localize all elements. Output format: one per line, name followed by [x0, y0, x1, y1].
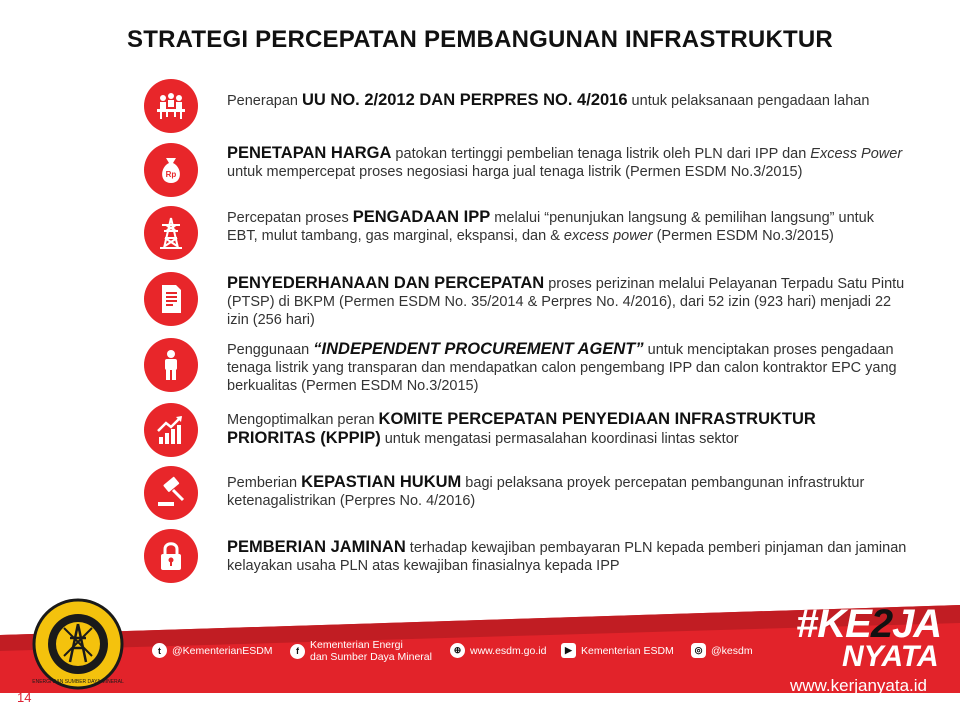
- currency-label: Rp: [165, 170, 177, 179]
- text-plain: untuk mengatasi permasalahan koordinasi lintas sektor: [380, 431, 739, 447]
- text-plain: Penggunaan: [227, 342, 314, 358]
- text-plain: proses perizinan melalui Pelayanan Terpadu Satu Pintu (PTSP) di BKPM (Permen ESDM No. 35/2014 & Perpres No. 4/2016), dari 52 izin (923 hari) menjadi 22 izin (256 hari): [227, 276, 905, 328]
- text-plain: melalui “penunjukan langsung & pemilihan langsung” untuk EBT, mulut tambang, gas marginal, ekspansi, dan &: [227, 210, 874, 244]
- text-plain: (Permen ESDM No.3/2015): [652, 228, 834, 244]
- text-italic: excess power: [563, 228, 653, 244]
- text-highlight: KEPASTIAN HUKUM: [301, 473, 462, 491]
- text-plain: patokan tertinggi pembelian tenaga listrik oleh PLN dari IPP dan: [391, 146, 811, 162]
- youtube-icon: ▶: [561, 643, 576, 658]
- text-plain: Mengoptimalkan peran: [227, 412, 379, 428]
- text-plain: Percepatan proses: [227, 210, 353, 226]
- logo-text: ENERGI DAN SUMBER DAYA MINERAL: [32, 679, 124, 685]
- strategy-text: [227, 410, 907, 448]
- instagram-link[interactable]: [691, 643, 753, 658]
- text-highlight: “INDEPENDENT PROCUREMENT AGENT”: [313, 340, 644, 358]
- meeting-icon: [144, 79, 198, 133]
- text-highlight: PENETAPAN HARGA: [227, 144, 392, 162]
- page-number: 14: [17, 690, 32, 705]
- campaign-url[interactable]: www.kerjanyata.id: [790, 676, 928, 695]
- text-highlight: KOMITE PERCEPATAN PENYEDIAAN INFRASTRUKTUR PRIORITAS (KPPIP): [227, 410, 816, 447]
- kerja-nyata-logo: [796, 602, 942, 673]
- globe-icon: ⊕: [450, 643, 465, 658]
- twitter-handle: @KementerianESDM: [172, 644, 273, 657]
- facebook-icon: f: [290, 644, 305, 659]
- money-bag-icon: [144, 143, 198, 197]
- text-plain: untuk menciptakan proses pengadaan tenaga listrik yang transparan dan mendapatkan calon pengembang IPP dan calon kontraktor EPC yang berkualitas (Permen ESDM No.3/2015): [227, 342, 897, 394]
- text-plain: untuk pelaksanaan pengadaan lahan: [627, 93, 870, 109]
- facebook-link[interactable]: [290, 639, 432, 663]
- text-plain: bagi pelaksana proyek percepatan pembangunan infrastruktur ketenagalistrikan (Perpres No. 4/2016): [227, 475, 865, 509]
- twitter-icon: t: [152, 643, 167, 658]
- website-link[interactable]: [450, 643, 546, 658]
- strategy-text: [227, 274, 907, 329]
- strategy-text: [227, 144, 907, 181]
- text-plain: Pemberian: [227, 475, 302, 491]
- text-plain: Penerapan: [227, 93, 302, 109]
- person-icon: [144, 338, 198, 392]
- document-icon: [144, 272, 198, 326]
- text-plain: untuk mempercepat proses negosiasi harga jual tenaga listrik (Permen ESDM No.3/2015): [227, 164, 803, 180]
- strategy-text: [227, 538, 907, 575]
- strategy-text: [227, 91, 907, 110]
- youtube-channel: Kementerian ESDM: [581, 644, 674, 657]
- youtube-link[interactable]: [561, 643, 674, 658]
- slide-title: STRATEGI PERCEPATAN PEMBANGUNAN INFRASTRUKTUR: [127, 26, 833, 53]
- twitter-link[interactable]: [152, 643, 273, 658]
- text-highlight: PENYEDERHANAAN DAN PERCEPATAN: [227, 274, 545, 292]
- campaign-text-2: 2: [870, 602, 893, 646]
- facebook-name-line-2: dan Sumber Daya Mineral: [310, 651, 432, 663]
- strategy-text: [227, 208, 907, 245]
- strategy-text: [227, 340, 907, 395]
- instagram-handle: @kesdm: [711, 644, 753, 657]
- text-italic: Excess Power: [810, 146, 903, 162]
- text-highlight: PEMBERIAN JAMINAN: [227, 538, 406, 556]
- instagram-icon: ◎: [691, 643, 706, 658]
- gavel-icon: [144, 466, 198, 520]
- facebook-name: [310, 639, 432, 663]
- website-url: www.esdm.go.id: [470, 644, 547, 657]
- padlock-icon: [144, 529, 198, 583]
- text-highlight: PENGADAAN IPP: [352, 208, 491, 226]
- esdm-logo: [32, 598, 124, 690]
- facebook-name-line-1: Kementerian Energi: [310, 639, 403, 651]
- text-plain: terhadap kewajiban pembayaran PLN kepada pemberi pinjaman dan jaminan kelayakan usaha PLN atas kewajiban finasialnya kepada IPP: [227, 540, 907, 574]
- text-highlight: UU NO. 2/2012 DAN PERPRES NO. 4/2016: [301, 91, 628, 109]
- growth-chart-icon: [144, 403, 198, 457]
- transmission-tower-icon: [144, 206, 198, 260]
- campaign-text-ja: JA: [892, 602, 942, 646]
- campaign-text-nyata: NYATA: [842, 640, 939, 673]
- campaign-text-ke: #KE: [796, 602, 871, 646]
- strategy-text: [227, 473, 907, 510]
